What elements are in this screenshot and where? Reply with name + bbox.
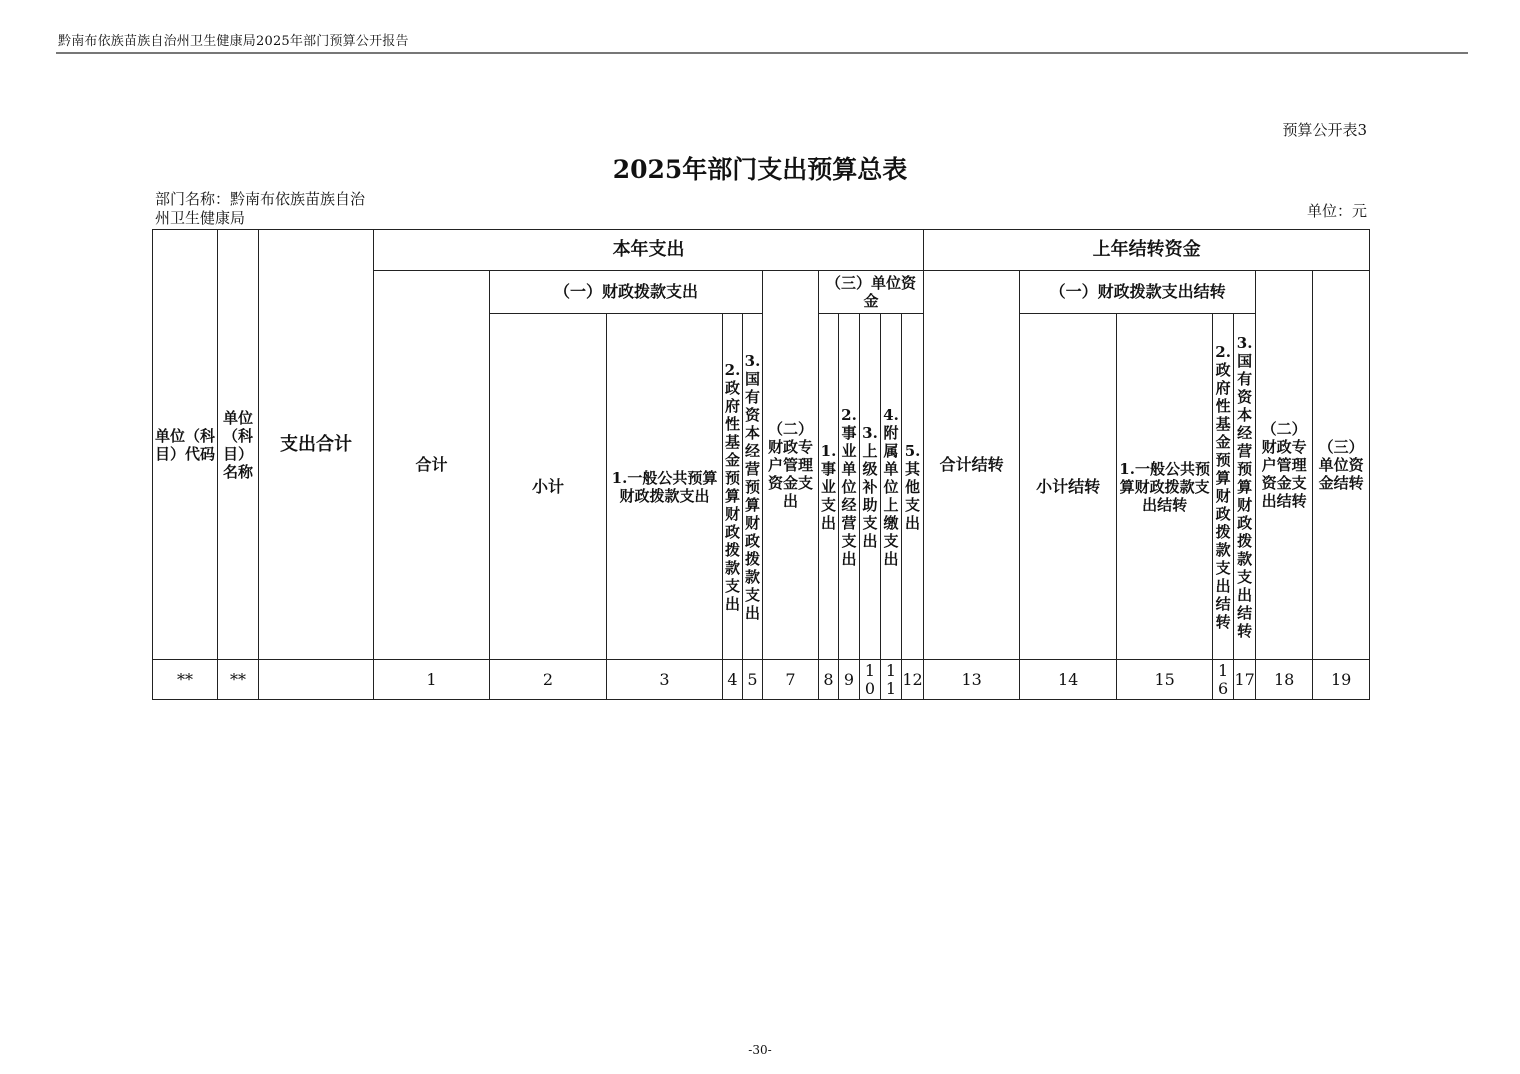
header-current-year: 本年支出	[374, 230, 924, 271]
page-title: 2025年部门支出预算总表	[612, 155, 908, 184]
table-cell: 9	[839, 660, 860, 700]
table-cell: 15	[1117, 660, 1213, 700]
table-cell: **	[153, 660, 218, 700]
table-cell: 14	[1020, 660, 1117, 700]
table-cell: 17	[1234, 660, 1256, 700]
header-cur-business: 1.事业支出	[819, 314, 839, 660]
table-cell: 13	[924, 660, 1020, 700]
header-cur-general: 1.一般公共预算财政拨款支出	[607, 314, 723, 660]
header-prev-general: 1.一般公共预算财政拨款支出结转	[1117, 314, 1213, 660]
table-cell: 19	[1313, 660, 1370, 700]
page-number: -30-	[748, 1043, 772, 1057]
header-cur-affiliate: 4.附属单位上缴支出	[881, 314, 902, 660]
table-cell: 3	[607, 660, 723, 700]
table-cell	[259, 660, 374, 700]
header-cur-operation: 2.事业单位经营支出	[839, 314, 860, 660]
header-prior-year: 上年结转资金	[924, 230, 1370, 271]
header-prev-special: （二）财政专户管理资金支出结转	[1256, 271, 1313, 660]
table-cell: 16	[1213, 660, 1234, 700]
header-total: 支出合计	[259, 230, 374, 660]
budget-table	[152, 229, 1370, 700]
header-prev-sum: 合计结转	[924, 271, 1020, 660]
header-cur-subtotal: 小计	[490, 314, 607, 660]
department-name: 部门名称：黔南布依族苗族自治州卫生健康局	[155, 190, 366, 227]
table-cell: 2	[490, 660, 607, 700]
header-unit-name: 单位（科目）名称	[218, 230, 259, 660]
table-cell: 18	[1256, 660, 1313, 700]
table-cell: 8	[819, 660, 839, 700]
table-cell: 10	[860, 660, 881, 700]
table-cell: 4	[723, 660, 743, 700]
header-cur-other: 5.其他支出	[902, 314, 924, 660]
header-prev-subtotal: 小计结转	[1020, 314, 1117, 660]
table-cell: **	[218, 660, 259, 700]
header-cur-state-capital: 3.国有资本经营预算财政拨款支出	[743, 314, 763, 660]
header-cur-sum: 合计	[374, 271, 490, 660]
header-prev-fiscal: （一）财政拨款支出结转	[1020, 271, 1256, 314]
table-cell: 5	[743, 660, 763, 700]
header-prev-state-capital: 3.国有资本经营预算财政拨款支出结转	[1234, 314, 1256, 660]
table-cell: 11	[881, 660, 902, 700]
header-unit-code: 单位（科目）代码	[153, 230, 218, 660]
header-cur-fiscal: （一）财政拨款支出	[490, 271, 763, 314]
table-row	[153, 660, 1370, 700]
unit-label: 单位：元	[1306, 202, 1367, 220]
table-cell: 7	[763, 660, 819, 700]
header-cur-subsidy: 3.上级补助支出	[860, 314, 881, 660]
table-cell: 1	[374, 660, 490, 700]
header-prev-gov-fund: 2.政府性基金预算财政拨款支出结转	[1213, 314, 1234, 660]
header-cur-gov-fund: 2.政府性基金预算财政拨款支出	[723, 314, 743, 660]
header-prev-unit-funds: （三）单位资金结转	[1313, 271, 1370, 660]
running-header: 黔南布依族苗族自治州卫生健康局2025年部门预算公开报告	[58, 34, 409, 49]
header-cur-special: （二）财政专户管理资金支出	[763, 271, 819, 660]
table-number: 预算公开表3	[1282, 121, 1367, 139]
table-cell: 12	[902, 660, 924, 700]
header-rule	[56, 52, 1468, 54]
header-cur-unit-funds: （三）单位资金	[819, 271, 924, 314]
